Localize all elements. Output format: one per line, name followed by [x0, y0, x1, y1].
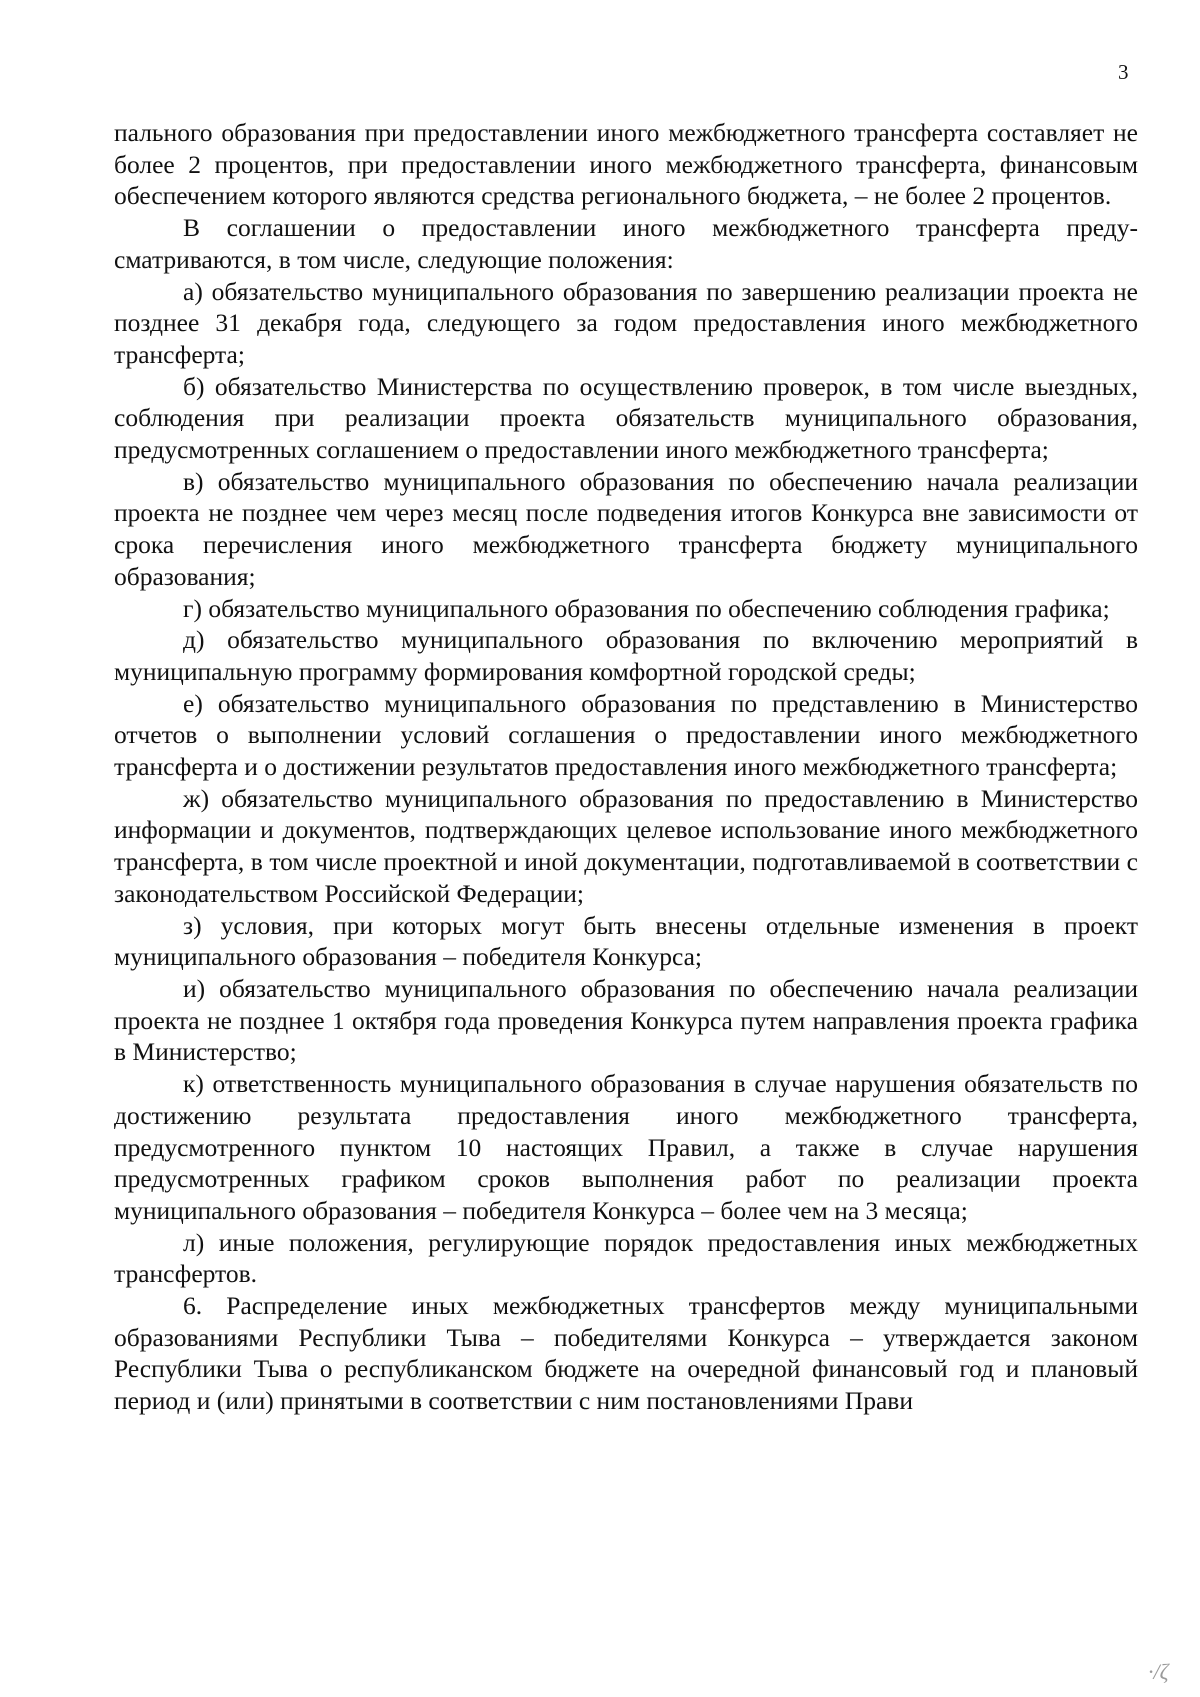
paragraph-agreement-intro: В соглашении о предоставлении иного межбюджетного трансферта предусматриваются, в том числе, следующие положения: — [114, 213, 1138, 274]
list-item-d: д) обязательство муниципального образования по включению мероприятий в муниципальную программу формирования комфортной городской среды; — [114, 625, 1138, 686]
list-item-v: в) обязательство муниципального образования по обеспечению начала реализации проекта не позднее чем через месяц после подведения итогов Конкурса вне зависимости от срока перечисления иного межбюджетного трансферта бюджету муниципального образования; — [114, 466, 1138, 591]
list-item-a: а) обязательство муниципального образования по завершению реализации проекта не позднее 31 декабря года, следующего за годом предоставления иного межбюджетного трансферта; — [114, 276, 1138, 369]
list-item-zh: ж) обязательство муниципального образования по предоставлению в Министерство информации и документов, подтверждающих целевое использование иного межбюджетного трансферта, в том числе проектной и иной документации, подготавливаемой в соответствии с законодательством Российской Федерации; — [114, 783, 1138, 908]
page-number: 3 — [1118, 60, 1129, 84]
list-item-i: и) обязательство муниципального образования по обеспечению начала реализации проекта не позднее 1 октября года проведения Конкурса путем направления проекта графика в Министерство; — [114, 973, 1138, 1067]
list-item-e: е) обязательство муниципального образования по представлению в Министерство отчетов о выполнении условий соглашения о предоставлении иного межбюджетного трансферта и о достижении результатов предоставления иного межбюджетного трансферта; — [114, 688, 1138, 782]
paragraph-continuation: пального образования при предоставлении иного межбюджетного трансферта составляет не более 2 процентов, при предоставлении иного межбюджетного трансферта, финансовым обеспечением которого являются средства регионального бюджета, – не более 2 процентов. — [114, 118, 1138, 211]
document-body — [114, 117, 1138, 1417]
list-item-g: г) обязательство муниципального образования по обеспечению соблюдения графика; — [183, 593, 1110, 623]
paragraph-section-6: 6. Распределение иных межбюджетных трансфертов между муниципальными образованиями Республики Тыва – победителями Конкурса – утверждается законом Республики Тыва о республиканском бюджете на очередной финансовый год и плановый период и (или) принятыми в соответствии с ним постановлениями Прави — [114, 1291, 1138, 1416]
list-item-l: л) иные положения, регулирующие порядок предоставления иных межбюджетных трансфертов. — [114, 1227, 1138, 1289]
handwritten-corner-mark: ·/ζ — [1148, 1659, 1169, 1684]
list-item-z: з) условия, при которых могут быть внесены отдельные изменения в проект муниципального образования – победителя Конкурса; — [114, 910, 1138, 972]
list-item-b: б) обязательство Министерства по осуществлению проверок, в том числе выездных, соблюдения при реализации проекта обязательств муниципального образования, предусмотренных соглашением о предоставлении иного межбюджетного трансферта; — [114, 371, 1138, 465]
list-item-k: к) ответственность муниципального образования в случае нарушения обязательств по достижению результата предоставления иного межбюджетного трансферта, предусмотренного пунктом 10 настоящих Правил, а также в случае нарушения предусмотренных графиком сроков выполнения работ по реализации проекта муниципального образования – победителя Конкурса – более чем на 3 месяца; — [114, 1069, 1138, 1225]
